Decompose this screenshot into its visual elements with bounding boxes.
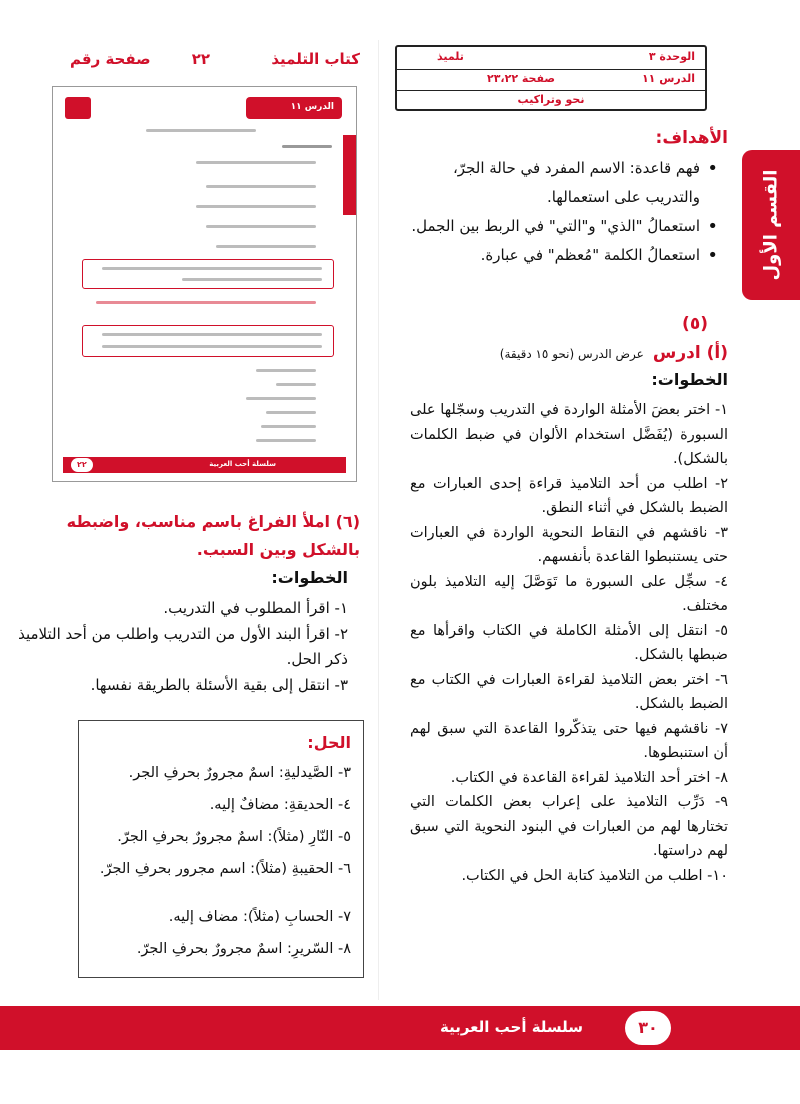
thumb-line [216,245,316,248]
exercise6-step: ٢- اقرأ البند الأول من التدريب واطلب من أحد التلاميذ ذكر الحل. [18,624,348,668]
thumb-line [206,185,316,188]
column-divider [378,40,379,1000]
thumb-unit-badge [65,97,91,119]
thumb-line [276,383,316,386]
section-side-label: القسم الأول [760,169,782,281]
step-item: ٥- انتقل إلى الأمثلة الكاملة في الكتاب واقرأها مع ضبطها بالشكل. [410,622,728,663]
book-reference-header [30,50,360,70]
thumb-line [102,345,322,348]
box-divider [397,90,705,91]
thumb-rule-box [82,259,334,289]
student-book-thumbnail [52,86,357,482]
answer-item: ٤- الحديقةِ: مضافٌ إليه. [209,797,351,813]
steps-heading: الخطوات: [651,370,728,389]
exercise6-title: (٦) املأ الفراغ باسم مناسب، واضبطه بالشكل وبين السبب. [66,512,360,559]
thumb-line [96,301,316,304]
step-item: ٩- دَرِّب التلاميذ على إعراب بعض الكلمات التي تختارها لهم من العبارات في البنود النحوية التي سبق لهم دراستها. [410,794,728,859]
answer-item: ٦- الحقيبةِ (مثلاً): اسم مجرور بحرفِ الجرّ. [99,861,351,877]
book-title: كتاب التلميذ [271,50,360,68]
thumb-line [196,161,316,164]
goal-item: • فهم قاعدة: الاسم المفرد في حالة الجرّ، والتدريب على استعمالها. [400,154,700,212]
unit-label: الوحدة ٣ [648,50,695,63]
footer-series: سلسلة أحب العربية [440,1018,584,1036]
student-label: تلميذ [437,50,464,63]
page-number: ٣٠ [638,1018,658,1037]
goals-list [400,154,700,270]
answer-item: ٥- النّارِ (مثلاً): اسمٌ مجرورٌ بحرفِ الجرّ. [117,829,351,845]
steps-list [410,398,728,888]
footer-bar [0,1006,800,1050]
exercise6-steps [13,596,348,698]
thumb-line [256,439,316,442]
study-subtitle: عرض الدرس (نحو ١٥ دقيقة) [499,347,644,361]
answers-heading: الحل: [307,733,351,752]
thumb-footer-text: سلسلة أحب العربية [209,460,276,468]
thumb-line [196,205,316,208]
thumb-lesson-label: الدرس ١١ [290,102,334,112]
section-side-tab [742,150,800,300]
step-item: ٢- اطلب من أحد التلاميذ قراءة إحدى العبارات مع الضبط بالشكل في أثناء النطق. [410,475,728,516]
thumb-line [102,267,322,270]
thumb-line [182,278,322,281]
lesson-info-box [395,45,707,111]
thumb-side-tab [343,135,356,215]
thumb-line [256,369,316,372]
page-number-badge [625,1011,671,1045]
section-number: (٥) [682,314,708,334]
step-item: ١- اختر بعضَ الأمثلة الواردة في التدريب وسجّلها على السبورة (يُفَضَّل استخدام الألوان في ضبط الكلمات بالشكل). [410,402,728,467]
box-divider [397,69,705,70]
thumb-page-number: ٢٢ [77,460,87,469]
study-heading: (أ) ادرس [652,343,728,363]
book-page-label: صفحة رقم [70,50,151,68]
exercise6-step: ١- اقرأ المطلوب في التدريب. [163,599,348,617]
study-heading-row [500,343,728,363]
goals-heading: الأهداف: [655,128,728,148]
lesson-number: الدرس ١١ [641,72,695,85]
answer-item: ٨- السّريرِ: اسمٌ مجرورٌ بحرفِ الجرّ. [136,941,351,957]
book-page-number: ٢٢ [191,50,210,68]
thumb-line [282,145,332,148]
goal-item: • استعمالُ "الذي" و"التي" في الربط بين الجمل. [400,212,700,241]
exercise6-steps-heading: الخطوات: [271,568,348,587]
thumb-example-table [82,325,334,357]
answer-item: ٧- الحسابِ (مثلاً): مضاف إليه. [168,909,351,925]
step-item: ١٠- اطلب من التلاميذ كتابة الحل في الكتاب. [461,867,728,884]
lesson-pages: صفحة ٢٣،٢٢ [487,72,556,85]
step-item: ٧- ناقشهم فيها حتى يتذكّروا القاعدة التي سبق لهم أن استنبطوها. [410,720,728,761]
thumb-line [261,425,316,428]
answers-box [78,720,364,978]
thumb-line [206,225,316,228]
thumb-line [102,333,322,336]
thumb-line [246,397,316,400]
step-item: ٦- اختر بعض التلاميذ لقراءة العبارات في الكتاب مع الضبط بالشكل. [410,671,728,712]
thumb-line [146,129,256,132]
goal-item: • استعمالُ الكلمة "مُعظم" في عبارة. [400,241,700,270]
thumb-line [266,411,316,414]
step-item: ٣- ناقشهم في النقاط النحوية الواردة في العبارات حتى يستنبطوا القاعدة بأنفسهم. [410,524,728,565]
thumb-footer-bar [63,457,346,473]
step-item: ٨- اختر أحد التلاميذ لقراءة القاعدة في الكتاب. [450,769,728,786]
step-item: ٤- سجِّل على السبورة ما تَوَصَّلَ إليه التلاميذ بلون مختلف. [410,573,728,614]
exercise6-step: ٣- انتقل إلى بقية الأسئلة بالطريقة نفسها. [90,675,348,694]
answer-item: ٣- الصَّيدليةِ: اسمٌ مجرورٌ بحرفِ الجر. [128,765,351,781]
lesson-title: نحو وتراكيب [517,93,585,106]
